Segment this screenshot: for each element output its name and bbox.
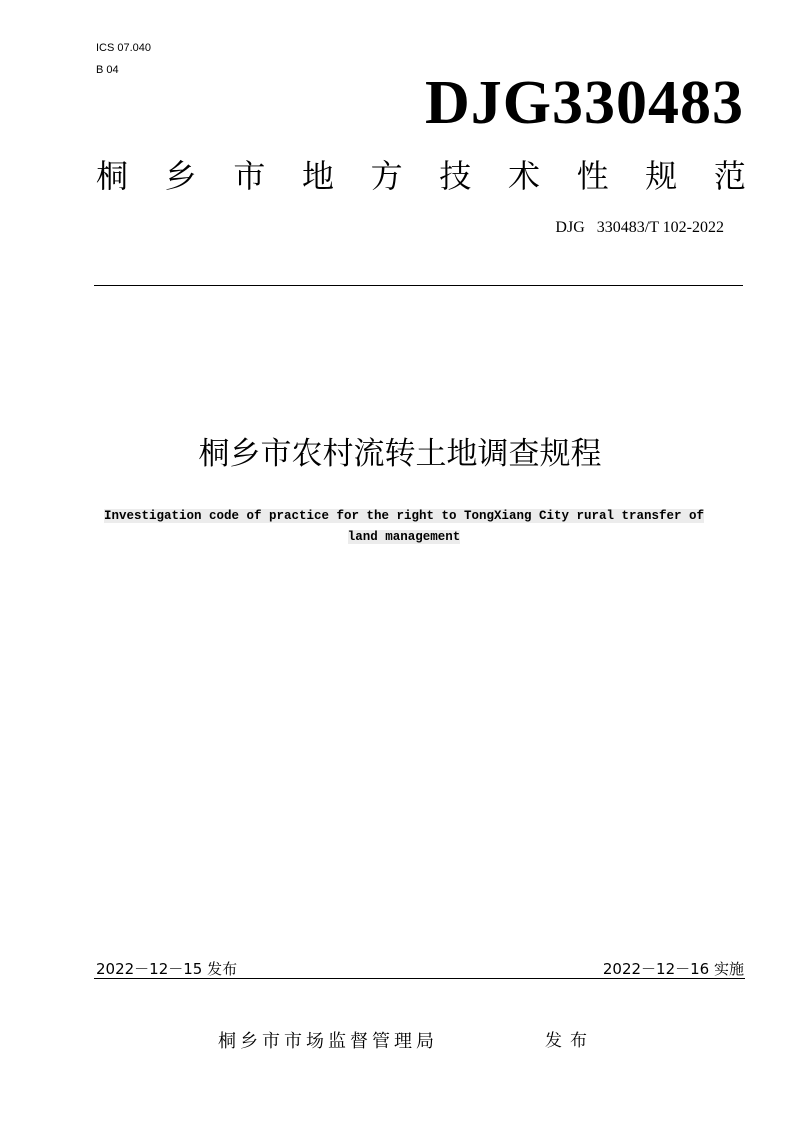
standard-type-char: 桐 [96, 157, 129, 195]
standard-type-char: 市 [233, 157, 266, 195]
top-divider [94, 285, 743, 286]
issue-label: 发布 [545, 1031, 595, 1051]
implementation-date: 2022－12－16 实施 [602, 960, 744, 978]
bottom-divider [94, 978, 745, 979]
standard-number: DJG 330483/T 102-2022 [555, 219, 724, 236]
standard-type-char: 方 [370, 157, 403, 195]
title-english [74, 506, 734, 548]
standard-type-char: 术 [507, 157, 540, 195]
title-english-line1: Investigation code of practice for the right to TongXiang City rural transfer of [103, 509, 705, 523]
issue-date: 2022－12－15 发布 [96, 960, 238, 978]
issuing-authority: 桐乡市市场监督管理局 [218, 1031, 438, 1052]
ics-code: ICS 07.040 [96, 42, 152, 54]
standard-type [96, 152, 746, 200]
title-english-line2: land management [347, 530, 461, 544]
standard-type-char: 技 [439, 157, 472, 195]
standard-type-char: 乡 [164, 157, 197, 195]
standard-type-char: 规 [645, 157, 678, 195]
standard-type-char: 性 [576, 157, 609, 195]
ccs-code: B 04 [96, 64, 119, 76]
standard-type-char: 地 [301, 157, 334, 195]
standard-type-char: 范 [713, 157, 746, 195]
standard-code: DJG330483 [425, 69, 744, 137]
title-chinese: 桐乡市农村流转土地调查规程 [198, 436, 602, 472]
